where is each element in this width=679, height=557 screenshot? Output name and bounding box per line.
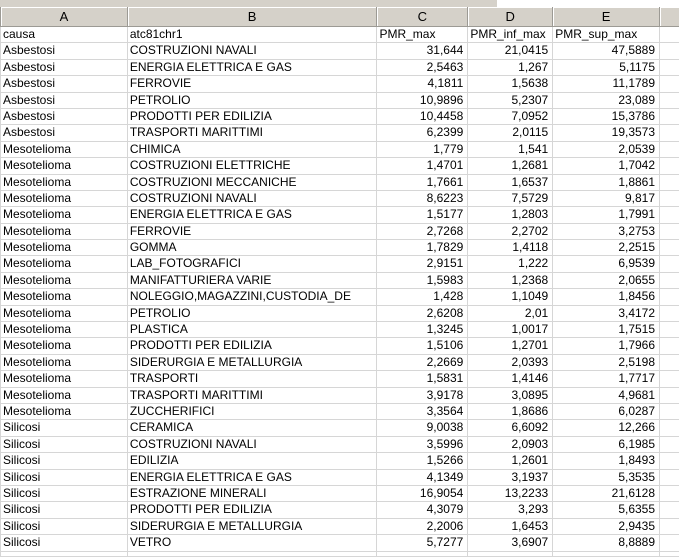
cell-pmr-sup-max[interactable]: 15,3786 bbox=[553, 109, 660, 125]
cell-pmr-max[interactable]: 10,4458 bbox=[377, 109, 468, 125]
column-header-e[interactable]: E bbox=[553, 7, 660, 26]
cell-pmr-max[interactable]: 6,2399 bbox=[377, 125, 468, 141]
cell-pmr-sup-max[interactable]: 8,8889 bbox=[553, 535, 660, 551]
cell-industry[interactable]: SIDERURGIA E METALLURGIA bbox=[128, 355, 378, 371]
column-header-b[interactable]: B bbox=[128, 7, 378, 26]
table-row bbox=[1, 453, 679, 469]
table-row bbox=[1, 175, 679, 191]
cell-pmr-inf-max[interactable]: 1,6537 bbox=[468, 175, 553, 191]
cell-causa[interactable]: Mesotelioma bbox=[1, 273, 128, 289]
cell-empty[interactable] bbox=[660, 60, 679, 76]
cell-pmr-sup-max[interactable]: 1,8861 bbox=[553, 175, 660, 191]
cell-industry[interactable]: CERAMICA bbox=[128, 420, 378, 436]
cell-pmr-max[interactable]: 2,5463 bbox=[377, 60, 468, 76]
cell-pmr-sup-max[interactable]: 1,7991 bbox=[553, 207, 660, 223]
cell-pmr-inf-max[interactable]: 1,2601 bbox=[468, 453, 553, 469]
cell-causa[interactable]: Silicosi bbox=[1, 437, 128, 453]
cell-pmr-sup-max[interactable]: 9,817 bbox=[553, 191, 660, 207]
cell-pmr-max[interactable]: 1,4701 bbox=[377, 158, 468, 174]
table-row bbox=[1, 142, 679, 158]
cell-pmr-max[interactable]: 16,9054 bbox=[377, 486, 468, 502]
cell-empty[interactable] bbox=[660, 142, 679, 158]
cell-industry[interactable]: FERROVIE bbox=[128, 76, 378, 92]
cell-industry[interactable]: TRASPORTI MARITTIMI bbox=[128, 388, 378, 404]
table-row bbox=[1, 125, 679, 141]
cell-industry[interactable]: COSTRUZIONI MECCANICHE bbox=[128, 175, 378, 191]
cell-causa[interactable]: Silicosi bbox=[1, 420, 128, 436]
cell-industry[interactable]: PETROLIO bbox=[128, 93, 378, 109]
cell-pmr-inf-max[interactable]: 1,2701 bbox=[468, 338, 553, 354]
cell-empty[interactable] bbox=[660, 256, 679, 272]
cell-pmr-sup-max[interactable]: 5,6355 bbox=[553, 502, 660, 518]
cell-pmr-max[interactable]: 2,2669 bbox=[377, 355, 468, 371]
table-row bbox=[1, 437, 679, 453]
cell-pmr-inf-max[interactable]: 5,2307 bbox=[468, 93, 553, 109]
cell-causa[interactable]: Asbestosi bbox=[1, 76, 128, 92]
cell-industry[interactable]: VETRO bbox=[128, 535, 378, 551]
cell-pmr-inf-max[interactable]: 1,6453 bbox=[468, 519, 553, 535]
cell-pmr-inf-max[interactable]: 1,0017 bbox=[468, 322, 553, 338]
cell-pmr-sup-max[interactable]: 23,089 bbox=[553, 93, 660, 109]
cell-pmr-max[interactable]: 8,6223 bbox=[377, 191, 468, 207]
cell-pmr-inf-max[interactable]: 21,0415 bbox=[468, 43, 553, 59]
cell-industry[interactable]: PLASTICA bbox=[128, 322, 378, 338]
table-row bbox=[1, 519, 679, 535]
cell-pmr-max[interactable]: 2,6208 bbox=[377, 306, 468, 322]
cell-causa[interactable]: Mesotelioma bbox=[1, 207, 128, 223]
cell-pmr-inf-max[interactable]: 2,0903 bbox=[468, 437, 553, 453]
cell-empty[interactable] bbox=[660, 437, 679, 453]
cell-pmr-sup-max[interactable]: 2,0655 bbox=[553, 273, 660, 289]
cell-industry[interactable]: ENERGIA ELETTRICA E GAS bbox=[128, 207, 378, 223]
table-row bbox=[1, 93, 679, 109]
cell-pmr-inf-max[interactable]: 1,2368 bbox=[468, 273, 553, 289]
cell-pmr-inf-max[interactable] bbox=[468, 552, 553, 557]
cell-pmr-max[interactable]: 31,644 bbox=[377, 43, 468, 59]
cell-pmr-max[interactable]: 1,5177 bbox=[377, 207, 468, 223]
cell-pmr-max[interactable]: 1,779 bbox=[377, 142, 468, 158]
cell-pmr-inf-max[interactable]: 6,6092 bbox=[468, 420, 553, 436]
cell-pmr-inf-max[interactable]: 1,541 bbox=[468, 142, 553, 158]
cell-pmr-sup-max[interactable]: 19,3573 bbox=[553, 125, 660, 141]
cell-causa[interactable]: Silicosi bbox=[1, 535, 128, 551]
cell-pmr-sup-max[interactable]: 1,8456 bbox=[553, 289, 660, 305]
cell-causa[interactable]: Asbestosi bbox=[1, 109, 128, 125]
table-row bbox=[1, 502, 679, 518]
cell-causa[interactable]: Mesotelioma bbox=[1, 338, 128, 354]
cell-empty[interactable] bbox=[660, 306, 679, 322]
table-row bbox=[1, 355, 679, 371]
cell-pmr-inf-max[interactable]: 2,0115 bbox=[468, 125, 553, 141]
cell-causa[interactable]: Asbestosi bbox=[1, 60, 128, 76]
cell-pmr-max[interactable]: 10,9896 bbox=[377, 93, 468, 109]
table-row bbox=[1, 322, 679, 338]
table-row bbox=[1, 420, 679, 436]
cell-empty[interactable] bbox=[660, 191, 679, 207]
column-header-a[interactable]: A bbox=[1, 7, 128, 26]
cell-empty[interactable] bbox=[660, 175, 679, 191]
table-row bbox=[1, 306, 679, 322]
cell-causa[interactable]: causa bbox=[1, 27, 128, 43]
cell-pmr-inf-max[interactable]: 3,0895 bbox=[468, 388, 553, 404]
table-row bbox=[1, 191, 679, 207]
cell-causa[interactable]: Mesotelioma bbox=[1, 404, 128, 420]
table-row bbox=[1, 470, 679, 486]
cell-pmr-max[interactable]: 3,3564 bbox=[377, 404, 468, 420]
cell-empty[interactable] bbox=[660, 322, 679, 338]
cell-pmr-sup-max[interactable]: 2,9435 bbox=[553, 519, 660, 535]
cell-pmr-inf-max[interactable]: 3,1937 bbox=[468, 470, 553, 486]
cell-industry[interactable]: FERROVIE bbox=[128, 224, 378, 240]
cell-empty[interactable] bbox=[660, 486, 679, 502]
cell-pmr-sup-max[interactable] bbox=[553, 552, 660, 557]
cell-industry[interactable]: CHIMICA bbox=[128, 142, 378, 158]
cell-empty[interactable] bbox=[660, 207, 679, 223]
cell-pmr-max[interactable]: 2,9151 bbox=[377, 256, 468, 272]
cell-empty[interactable] bbox=[660, 519, 679, 535]
cell-pmr-inf-max[interactable]: 13,2233 bbox=[468, 486, 553, 502]
top-strip bbox=[0, 0, 679, 7]
cell-industry[interactable]: PRODOTTI PER EDILIZIA bbox=[128, 502, 378, 518]
cell-industry[interactable]: PRODOTTI PER EDILIZIA bbox=[128, 338, 378, 354]
cell-pmr-sup-max[interactable]: 1,7515 bbox=[553, 322, 660, 338]
cell-industry[interactable]: COSTRUZIONI NAVALI bbox=[128, 43, 378, 59]
cell-industry[interactable]: MANIFATTURIERA VARIE bbox=[128, 273, 378, 289]
cell-pmr-sup-max[interactable]: 1,8493 bbox=[553, 453, 660, 469]
grid-body bbox=[0, 27, 679, 557]
cell-pmr-inf-max[interactable]: 3,293 bbox=[468, 502, 553, 518]
cell-industry[interactable]: TRASPORTI MARITTIMI bbox=[128, 125, 378, 141]
cell-industry[interactable]: LAB_FOTOGRAFICI bbox=[128, 256, 378, 272]
cell-causa[interactable]: Mesotelioma bbox=[1, 142, 128, 158]
cell-pmr-max[interactable]: 2,2006 bbox=[377, 519, 468, 535]
cell-pmr-max[interactable]: 2,7268 bbox=[377, 224, 468, 240]
cell-pmr-sup-max[interactable]: 11,1789 bbox=[553, 76, 660, 92]
cell-causa[interactable]: Mesotelioma bbox=[1, 240, 128, 256]
cell-pmr-inf-max[interactable]: 2,01 bbox=[468, 306, 553, 322]
cell-causa[interactable]: Silicosi bbox=[1, 470, 128, 486]
cell-empty[interactable] bbox=[660, 535, 679, 551]
top-strip-right bbox=[497, 0, 679, 7]
cell-industry[interactable] bbox=[128, 552, 378, 557]
cell-empty[interactable] bbox=[660, 273, 679, 289]
cell-causa[interactable]: Silicosi bbox=[1, 453, 128, 469]
cell-pmr-sup-max[interactable]: PMR_sup_max bbox=[553, 27, 660, 43]
cell-pmr-inf-max[interactable]: 1,8686 bbox=[468, 404, 553, 420]
cell-empty[interactable] bbox=[660, 224, 679, 240]
cell-causa[interactable]: Silicosi bbox=[1, 502, 128, 518]
cell-pmr-sup-max[interactable]: 2,0539 bbox=[553, 142, 660, 158]
cell-industry[interactable]: ZUCCHERIFICI bbox=[128, 404, 378, 420]
cell-industry[interactable]: COSTRUZIONI NAVALI bbox=[128, 437, 378, 453]
cell-industry[interactable]: NOLEGGIO,MAGAZZINI,CUSTODIA_DE bbox=[128, 289, 378, 305]
top-strip-left bbox=[0, 0, 497, 7]
cell-industry[interactable]: atc81chr1 bbox=[128, 27, 378, 43]
cell-pmr-sup-max[interactable]: 5,1175 bbox=[553, 60, 660, 76]
cell-pmr-sup-max[interactable]: 4,9681 bbox=[553, 388, 660, 404]
cell-pmr-inf-max[interactable]: 1,4146 bbox=[468, 371, 553, 387]
cell-causa[interactable]: Mesotelioma bbox=[1, 158, 128, 174]
cell-causa[interactable]: Asbestosi bbox=[1, 43, 128, 59]
cell-empty[interactable] bbox=[660, 289, 679, 305]
cell-pmr-inf-max[interactable]: 1,2681 bbox=[468, 158, 553, 174]
table-row bbox=[1, 240, 679, 256]
cell-industry[interactable]: ESTRAZIONE MINERALI bbox=[128, 486, 378, 502]
cell-pmr-max[interactable]: 1,7829 bbox=[377, 240, 468, 256]
cell-pmr-max[interactable]: 3,5996 bbox=[377, 437, 468, 453]
cell-pmr-max[interactable]: PMR_max bbox=[377, 27, 468, 43]
cell-industry[interactable]: PRODOTTI PER EDILIZIA bbox=[128, 109, 378, 125]
cell-causa[interactable]: Mesotelioma bbox=[1, 322, 128, 338]
cell-pmr-inf-max[interactable]: 1,4118 bbox=[468, 240, 553, 256]
cell-pmr-inf-max[interactable]: 1,5638 bbox=[468, 76, 553, 92]
cell-empty[interactable] bbox=[660, 338, 679, 354]
cell-empty[interactable] bbox=[660, 371, 679, 387]
cell-pmr-sup-max[interactable]: 47,5889 bbox=[553, 43, 660, 59]
cell-pmr-inf-max[interactable]: 2,0393 bbox=[468, 355, 553, 371]
cell-industry[interactable]: TRASPORTI bbox=[128, 371, 378, 387]
cell-industry[interactable]: COSTRUZIONI NAVALI bbox=[128, 191, 378, 207]
cell-empty[interactable] bbox=[660, 552, 679, 557]
cell-pmr-max[interactable]: 4,3079 bbox=[377, 502, 468, 518]
table-row bbox=[1, 256, 679, 272]
cell-industry[interactable]: ENERGIA ELETTRICA E GAS bbox=[128, 470, 378, 486]
table-row bbox=[1, 404, 679, 420]
cell-causa[interactable] bbox=[1, 552, 128, 557]
cell-empty[interactable] bbox=[660, 420, 679, 436]
cell-pmr-max[interactable]: 1,5831 bbox=[377, 371, 468, 387]
cell-industry[interactable]: GOMMA bbox=[128, 240, 378, 256]
cell-pmr-max[interactable] bbox=[377, 552, 468, 557]
cell-pmr-inf-max[interactable]: 7,5729 bbox=[468, 191, 553, 207]
cell-pmr-sup-max[interactable]: 21,6128 bbox=[553, 486, 660, 502]
table-row bbox=[1, 224, 679, 240]
cell-empty[interactable] bbox=[660, 240, 679, 256]
cell-pmr-max[interactable]: 1,7661 bbox=[377, 175, 468, 191]
cell-causa[interactable]: Mesotelioma bbox=[1, 289, 128, 305]
cell-empty[interactable] bbox=[660, 125, 679, 141]
cell-pmr-sup-max[interactable]: 1,7042 bbox=[553, 158, 660, 174]
cell-empty[interactable] bbox=[660, 43, 679, 59]
cell-pmr-sup-max[interactable]: 2,5198 bbox=[553, 355, 660, 371]
cell-causa[interactable]: Mesotelioma bbox=[1, 306, 128, 322]
cell-causa[interactable]: Mesotelioma bbox=[1, 224, 128, 240]
cell-empty[interactable] bbox=[660, 453, 679, 469]
cell-pmr-max[interactable]: 5,7277 bbox=[377, 535, 468, 551]
table-row bbox=[1, 158, 679, 174]
table-row bbox=[1, 109, 679, 125]
cell-pmr-sup-max[interactable]: 1,7717 bbox=[553, 371, 660, 387]
column-header-c[interactable]: C bbox=[377, 7, 468, 26]
table-row bbox=[1, 207, 679, 223]
cell-empty[interactable] bbox=[660, 404, 679, 420]
cell-pmr-max[interactable]: 1,428 bbox=[377, 289, 468, 305]
cell-causa[interactable]: Mesotelioma bbox=[1, 388, 128, 404]
table-row bbox=[1, 535, 679, 551]
cell-pmr-sup-max[interactable]: 2,2515 bbox=[553, 240, 660, 256]
cell-pmr-sup-max[interactable]: 6,1985 bbox=[553, 437, 660, 453]
cell-pmr-max[interactable]: 1,3245 bbox=[377, 322, 468, 338]
cell-pmr-inf-max[interactable]: 1,267 bbox=[468, 60, 553, 76]
cell-causa[interactable]: Asbestosi bbox=[1, 93, 128, 109]
cell-pmr-sup-max[interactable]: 3,2753 bbox=[553, 224, 660, 240]
table-row bbox=[1, 43, 679, 59]
cell-causa[interactable]: Mesotelioma bbox=[1, 371, 128, 387]
cell-industry[interactable]: ENERGIA ELETTRICA E GAS bbox=[128, 60, 378, 76]
column-header-f-partial[interactable] bbox=[660, 7, 679, 26]
cell-empty[interactable] bbox=[660, 502, 679, 518]
cell-pmr-max[interactable]: 1,5266 bbox=[377, 453, 468, 469]
cell-pmr-max[interactable]: 3,9178 bbox=[377, 388, 468, 404]
table-row bbox=[1, 60, 679, 76]
table-row bbox=[1, 338, 679, 354]
cell-pmr-sup-max[interactable]: 5,3535 bbox=[553, 470, 660, 486]
table-row bbox=[1, 76, 679, 92]
cell-causa[interactable]: Mesotelioma bbox=[1, 256, 128, 272]
cell-empty[interactable] bbox=[660, 93, 679, 109]
cell-pmr-max[interactable]: 4,1349 bbox=[377, 470, 468, 486]
cell-causa[interactable]: Mesotelioma bbox=[1, 191, 128, 207]
cell-industry[interactable]: PETROLIO bbox=[128, 306, 378, 322]
column-header-d[interactable]: D bbox=[468, 7, 553, 26]
cell-pmr-inf-max[interactable]: 1,1049 bbox=[468, 289, 553, 305]
column-header-row bbox=[0, 7, 679, 27]
cell-industry[interactable]: SIDERURGIA E METALLURGIA bbox=[128, 519, 378, 535]
cell-causa[interactable]: Silicosi bbox=[1, 486, 128, 502]
cell-pmr-inf-max[interactable]: 1,2803 bbox=[468, 207, 553, 223]
cell-empty[interactable] bbox=[660, 109, 679, 125]
cell-causa[interactable]: Silicosi bbox=[1, 519, 128, 535]
cell-pmr-max[interactable]: 9,0038 bbox=[377, 420, 468, 436]
table-row bbox=[1, 273, 679, 289]
cell-pmr-max[interactable]: 4,1811 bbox=[377, 76, 468, 92]
cell-pmr-inf-max[interactable]: 7,0952 bbox=[468, 109, 553, 125]
cell-pmr-sup-max[interactable]: 12,266 bbox=[553, 420, 660, 436]
cell-empty[interactable] bbox=[660, 470, 679, 486]
table-row bbox=[1, 486, 679, 502]
cell-empty[interactable] bbox=[660, 76, 679, 92]
cell-pmr-max[interactable]: 1,5983 bbox=[377, 273, 468, 289]
cell-causa[interactable]: Mesotelioma bbox=[1, 175, 128, 191]
cell-pmr-inf-max[interactable]: PMR_inf_max bbox=[468, 27, 553, 43]
field-name-row bbox=[1, 27, 679, 43]
cell-empty[interactable] bbox=[660, 158, 679, 174]
cell-causa[interactable]: Mesotelioma bbox=[1, 355, 128, 371]
table-row bbox=[1, 289, 679, 305]
cell-pmr-inf-max[interactable]: 2,2702 bbox=[468, 224, 553, 240]
cell-pmr-max[interactable]: 1,5106 bbox=[377, 338, 468, 354]
cell-pmr-inf-max[interactable]: 3,6907 bbox=[468, 535, 553, 551]
cell-pmr-sup-max[interactable]: 1,7966 bbox=[553, 338, 660, 354]
cell-industry[interactable]: EDILIZIA bbox=[128, 453, 378, 469]
cell-causa[interactable]: Asbestosi bbox=[1, 125, 128, 141]
table-row bbox=[1, 371, 679, 387]
cell-empty[interactable] bbox=[660, 355, 679, 371]
cell-empty[interactable] bbox=[660, 27, 679, 43]
partial-row bbox=[1, 552, 679, 557]
cell-pmr-sup-max[interactable]: 6,0287 bbox=[553, 404, 660, 420]
cell-pmr-inf-max[interactable]: 1,222 bbox=[468, 256, 553, 272]
cell-pmr-sup-max[interactable]: 3,4172 bbox=[553, 306, 660, 322]
cell-empty[interactable] bbox=[660, 388, 679, 404]
table-row bbox=[1, 388, 679, 404]
cell-industry[interactable]: COSTRUZIONI ELETTRICHE bbox=[128, 158, 378, 174]
cell-pmr-sup-max[interactable]: 6,9539 bbox=[553, 256, 660, 272]
